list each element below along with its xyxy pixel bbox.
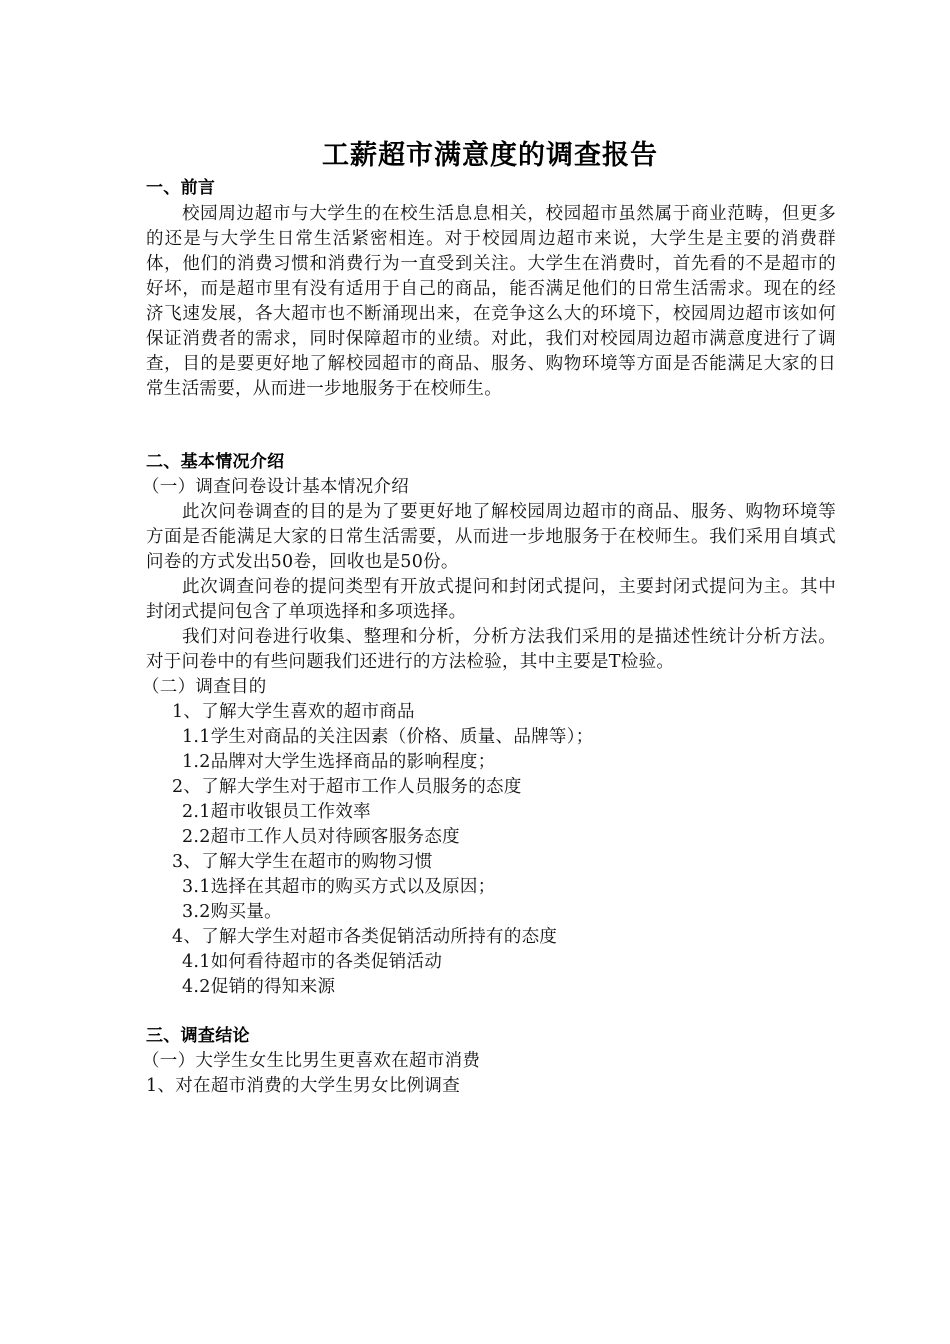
conclusion-item: 1、对在超市消费的大学生男女比例调查	[146, 1076, 461, 1096]
goal-item: 1.2品牌对大学生选择商品的影响程度；	[182, 752, 496, 772]
body-paragraph: 此次调查问卷的提问类型有开放式提问和封闭式提问，主要封闭式提问为主。其中封闭式提问包含了单项选择和多项选择。	[146, 577, 836, 622]
preface-paragraph: 校园周边超市与大学生的在校生活息息相关，校园超市虽然属于商业范畴，但更多的还是与大学生日常生活紧密相连。对于校园周边超市来说，大学生是主要的消费群体，他们的消费习惯和消费行为一直受到关注。大学生在消费时，首先看的不是超市的好坏，而是超市里有没有适用于自己的商品，能否满足他们的日常生活需求。现在的经济飞速发展，各大超市也不断涌现出来，在竞争这么大的环境下，校园周边超市该如何保证消费者的需求，同时保障超市的业绩。对此，我们对校园周边超市满意度进行了调查，目的是要更好地了解校园超市的商品、服务、购物环境等方面是否能满足大家的日常生活需要，从而进一步地服务于在校师生。	[146, 204, 836, 399]
goal-item: 4.2促销的得知来源	[182, 977, 336, 997]
goal-title: 4、了解大学生对超市各类促销活动所持有的态度	[172, 927, 558, 947]
subsection-heading: （一）调查问卷设计基本情况介绍	[142, 477, 409, 497]
section-conclusion	[142, 1024, 836, 1099]
goal-title: 2、了解大学生对于超市工作人员服务的态度	[172, 777, 522, 797]
body-paragraph: 我们对问卷进行收集、整理和分析，分析方法我们采用的是描述性统计分析方法。对于问卷中的有些问题我们还进行的方法检验，其中主要是T检验。	[146, 627, 836, 672]
body-paragraph: 此次问卷调查的目的是为了要更好地了解校园周边超市的商品、服务、购物环境等方面是否能满足大家的日常生活需要，从而进一步地服务于在校师生。我们采用自填式问卷的方式发出50卷，回收也是50份。	[146, 502, 836, 572]
goal-item: 4.1如何看待超市的各类促销活动	[182, 952, 443, 972]
section-preface	[146, 176, 836, 402]
goal-title: 3、了解大学生在超市的购物习惯	[172, 852, 433, 872]
section-basic-info	[142, 450, 836, 1000]
goal-item: 3.1选择在其超市的购买方式以及原因；	[182, 877, 496, 897]
section-heading: 一、前言	[146, 178, 216, 198]
goal-item: 1.1学生对商品的关注因素（价格、质量、品牌等）；	[182, 727, 594, 747]
goal-item: 2.2超市工作人员对待顾客服务态度	[182, 827, 460, 847]
subsection-heading: （一）大学生女生比男生更喜欢在超市消费	[142, 1051, 481, 1071]
subsection-heading: （二）调查目的	[142, 677, 267, 697]
section-heading: 三、调查结论	[146, 1026, 250, 1046]
goal-item: 2.1超市收银员工作效率	[182, 802, 371, 822]
goal-item: 3.2购买量。	[182, 902, 282, 922]
document-title: 工薪超市满意度的调查报告	[322, 140, 658, 171]
section-heading: 二、基本情况介绍	[146, 452, 285, 472]
goal-title: 1、了解大学生喜欢的超市商品	[172, 702, 415, 722]
